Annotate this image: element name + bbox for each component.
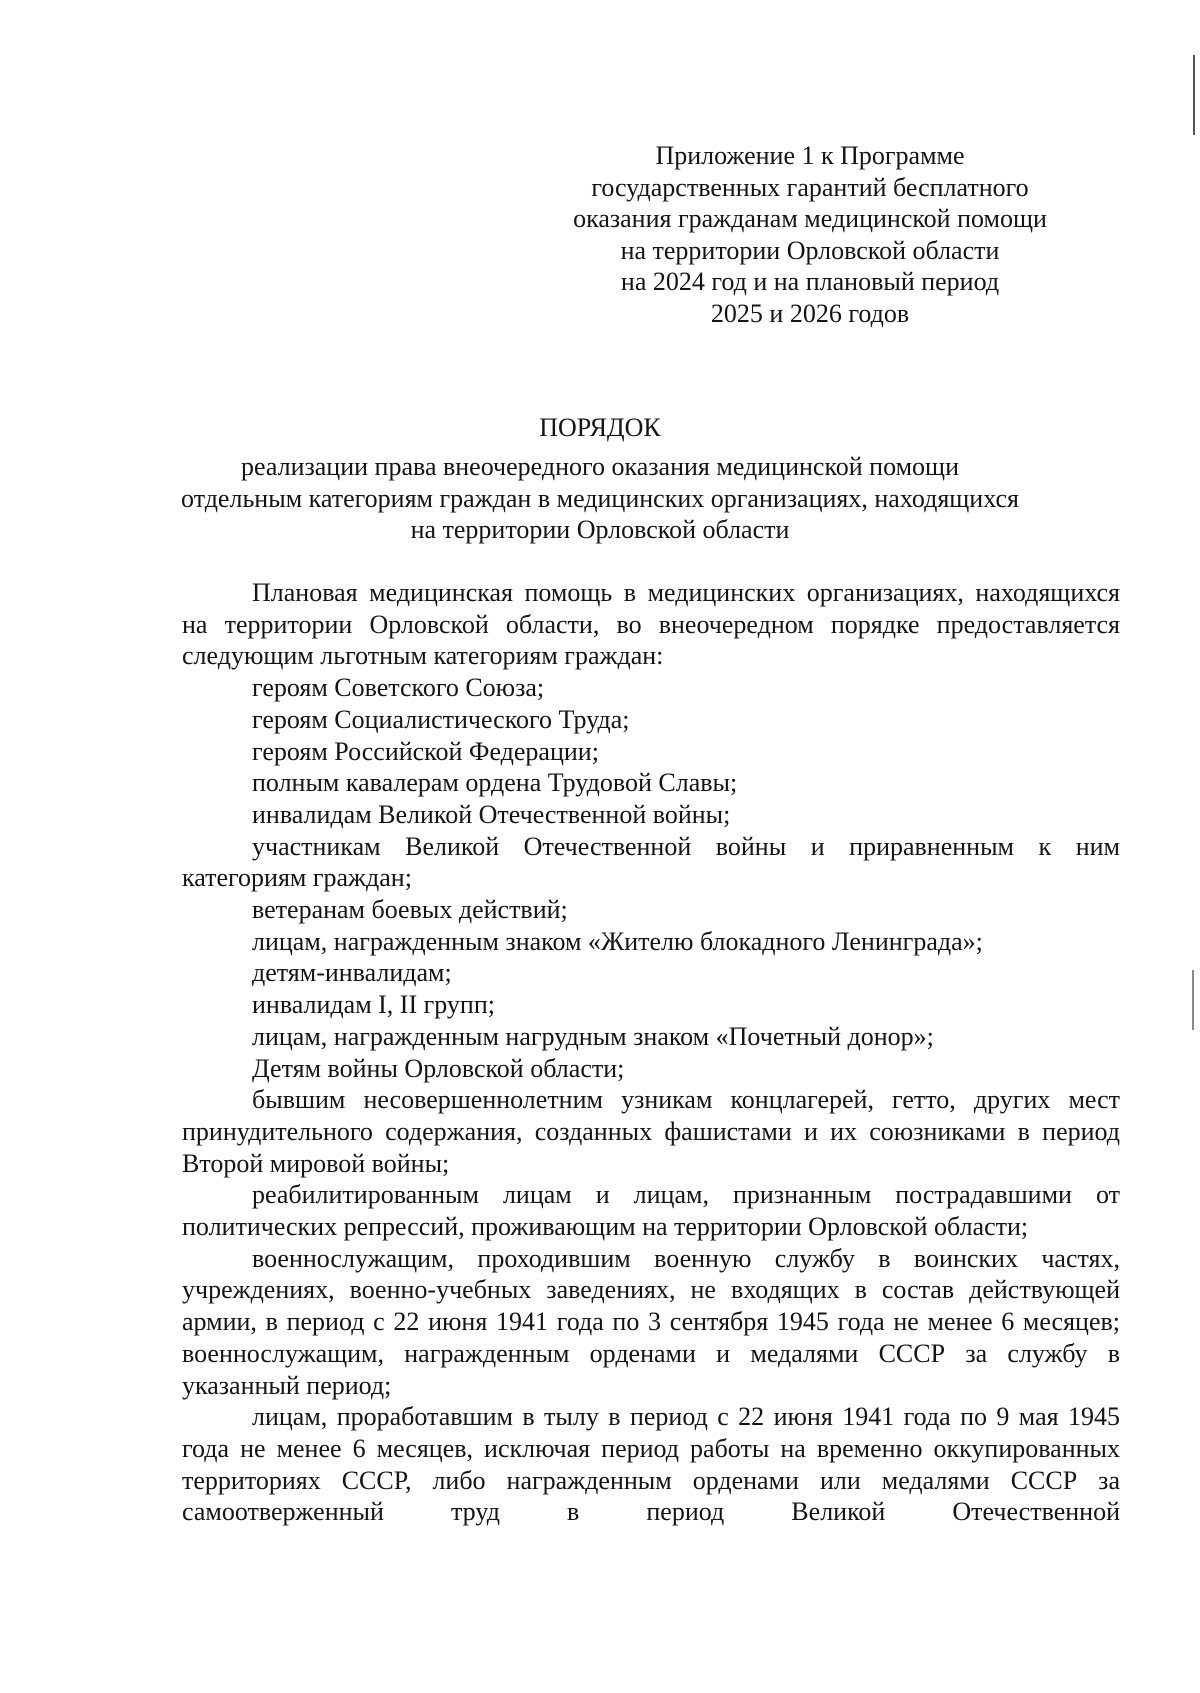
list-item: героям Социалистического Труда; bbox=[252, 704, 630, 734]
list-item: инвалидам I, II групп; bbox=[252, 990, 495, 1020]
list-item: Детям войны Орловской области; bbox=[252, 1053, 625, 1083]
list-item: героям Российской Федерации; bbox=[252, 736, 599, 766]
appendix-line: на 2024 год и на плановый период bbox=[620, 267, 1000, 296]
list-item: военнослужащим, проходившим военную службу в воинских частях, учреждениях, военно-учебных заведениях, не входящих в состав действующей армии, в период с 22 июня 1941 года по 3 сентября 1945 года не менее 6 месяцев; военнослужащим, награжденным орденами и медалями СССР за службу в указанный период; bbox=[182, 1243, 1120, 1400]
list-item: детям-инвалидам; bbox=[252, 958, 452, 988]
list-item: участникам Великой Отечественной войны и приравненным к ним категориям граждан; bbox=[182, 831, 1120, 893]
appendix-line: 2025 и 2026 годов bbox=[710, 298, 910, 328]
appendix-header bbox=[560, 140, 1060, 329]
list-item: ветеранам боевых действий; bbox=[252, 895, 568, 925]
appendix-line: на территории Орловской области bbox=[620, 235, 1000, 265]
subtitle-line: на территории Орловской области bbox=[410, 515, 790, 544]
subtitle-line: отдельным категориям граждан в медицинских организациях, находящихся bbox=[181, 483, 1019, 513]
document-body bbox=[182, 577, 1120, 1528]
list-item: лицам, награжденным знаком «Жителю блокадного Ленинграда»; bbox=[252, 926, 983, 956]
appendix-line: Приложение 1 к Программе bbox=[655, 141, 965, 170]
subtitle-line: реализации права внеочередного оказания медицинской помощи bbox=[240, 452, 959, 481]
document-subtitle bbox=[120, 451, 1080, 546]
list-item: лицам, проработавшим в тылу в период с 22 июня 1941 года по 9 мая 1945 года не менее 6 месяцев, исключая период работы на временно оккупированных территориях СССР, либо награжденным орденами или медалями СССР за самоотверженный труд в период Великой Отечественной bbox=[182, 1402, 1120, 1527]
list-item: инвалидам Великой Отечественной войны; bbox=[252, 799, 731, 829]
list-item: бывшим несовершеннолетним узникам концлагерей, гетто, других мест принудительного содержания, созданных фашистами и их союзниками в период Второй мировой войны; bbox=[182, 1085, 1120, 1178]
list-item: реабилитированным лицам и лицам, признанным пострадавшими от политических репрессий, проживающим на территории Орловской области; bbox=[182, 1180, 1120, 1242]
list-item: лицам, награжденным нагрудным знаком «Почетный донор»; bbox=[252, 1021, 934, 1051]
list-item: героям Советского Союза; bbox=[252, 673, 545, 703]
list-item: полным кавалерам ордена Трудовой Славы; bbox=[252, 768, 738, 798]
appendix-line: государственных гарантий бесплатного bbox=[591, 172, 1029, 202]
document-title: ПОРЯДОК bbox=[539, 413, 661, 442]
scan-edge-mark bbox=[1192, 970, 1194, 1030]
intro-paragraph: Плановая медицинская помощь в медицинских организациях, находящихся на территории Орловской области, во внеочередном порядке предоставляется следующим льготным категориям граждан: bbox=[182, 578, 1120, 671]
appendix-line: оказания гражданам медицинской помощи bbox=[573, 204, 1047, 233]
scan-edge-mark bbox=[1193, 55, 1195, 135]
